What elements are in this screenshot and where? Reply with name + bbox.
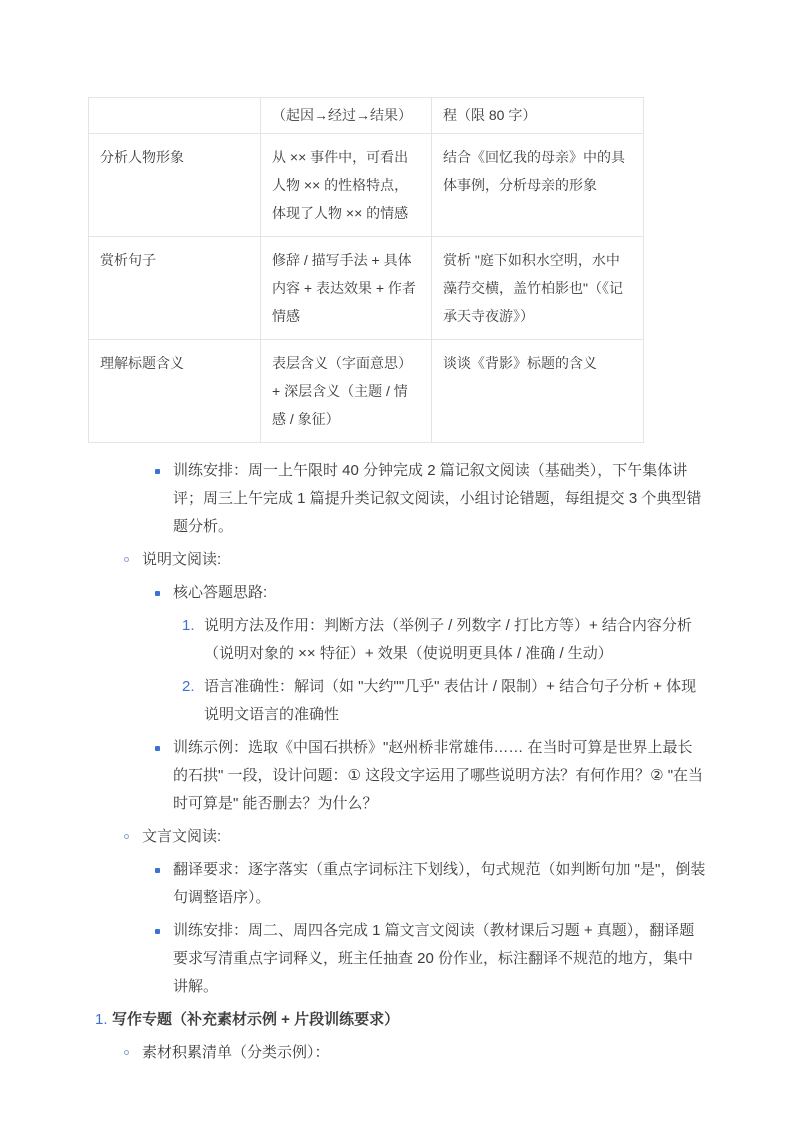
table-cell: 从 ×× 事件中，可看出人物 ×× 的性格特点，体现了人物 ×× 的情感 [261,134,432,237]
list-item-classical-translation [88,856,706,912]
square-bullet-icon [155,457,173,541]
table-row [89,340,644,443]
table-cell: 分析人物形象 [89,134,261,237]
list-item-core-idea-1 [88,612,706,668]
list-item-text: 翻译要求：逐字落实（重点字词标注下划线），句式规范（如判断句加 "是"，倒装句调整语序）。 [173,861,706,906]
table-cell: 程（限 80 字） [432,98,644,134]
list-item-text: 训练示例：选取《中国石拱桥》"赵州桥非常雄伟…… 在当时可算是世界上最长的石拱" 一段，设计问题：① 这段文字运用了哪些说明方法？有何作用？② "在当时可算是" 能否删去？为什么？ [173,739,704,812]
list-item-writing-topic [88,1006,706,1034]
list-item-text: 文言文阅读: [142,828,222,845]
table-cell: 赏析 "庭下如积水空明，水中藻荇交横，盖竹柏影也"（《记承天寺夜游》） [432,237,644,340]
list-item-classical-training [88,917,706,1001]
list-item-text: 语言准确性：解词（如 "大约""几乎" 表估计 / 限制）+ 结合句子分析 + 体现说明文语言的准确性 [204,678,697,723]
square-bullet-icon [155,734,173,818]
list-item-text: 训练安排：周一上午限时 40 分钟完成 2 篇记叙文阅读（基础类），下午集体讲评；周三上午完成 1 篇提升类记叙文阅读，小组讨论错题，每组提交 3 个典型错题分析。 [173,462,702,535]
circle-bullet-icon [124,546,142,574]
table-cell: 赏析句子 [89,237,261,340]
square-bullet-icon [155,579,173,607]
document-content [88,97,706,1072]
table-cell: 谈谈《背影》标题的含义 [432,340,644,443]
table-cell: 修辞 / 描写手法 + 具体内容 + 表达效果 + 作者情感 [261,237,432,340]
answer-template-table [88,97,644,443]
list-item-classical-header [88,823,706,851]
list-item-material-list-header [88,1039,706,1067]
list-number: 1. [95,1011,108,1028]
list-item-text: 说明方法及作用：判断方法（举例子 / 列数字 / 打比方等）+ 结合内容分析（说明对象的 ×× 特征）+ 效果（使说明更具体 / 准确 / 生动） [204,617,692,662]
circle-bullet-icon [124,823,142,851]
list-item-text: 说明文阅读: [142,551,222,568]
list-item-text: 核心答题思路: [173,584,268,601]
table-row [89,134,644,237]
table-cell: （起因→经过→结果） [261,98,432,134]
table-cell: 理解标题含义 [89,340,261,443]
square-bullet-icon [155,917,173,1001]
outline [88,457,706,1067]
section-title: 写作专题（补充素材示例 + 片段训练要求） [112,1011,400,1028]
table-cell [89,98,261,134]
table-row [89,98,644,134]
table-cell: 结合《回忆我的母亲》中的具体事例，分析母亲的形象 [432,134,644,237]
list-item-text: 素材积累清单（分类示例）： [142,1044,330,1061]
list-item-text: 训练安排：周二、周四各完成 1 篇文言文阅读（教材课后习题 + 真题），翻译题要求写清重点字词释义，班主任抽查 20 份作业，标注翻译不规范的地方，集中讲解。 [173,922,695,995]
list-item-core-idea-2 [88,673,706,729]
list-number: 2. [182,678,195,695]
list-item-expository-header [88,546,706,574]
list-item-core-ideas-header [88,579,706,607]
list-item-expository-example [88,734,706,818]
circle-bullet-icon [124,1039,142,1067]
table-cell: 表层含义（字面意思）+ 深层含义（主题 / 情感 / 象征） [261,340,432,443]
list-number: 1. [182,617,195,634]
table-row [89,237,644,340]
list-item-narrative-training [88,457,706,541]
square-bullet-icon [155,856,173,912]
